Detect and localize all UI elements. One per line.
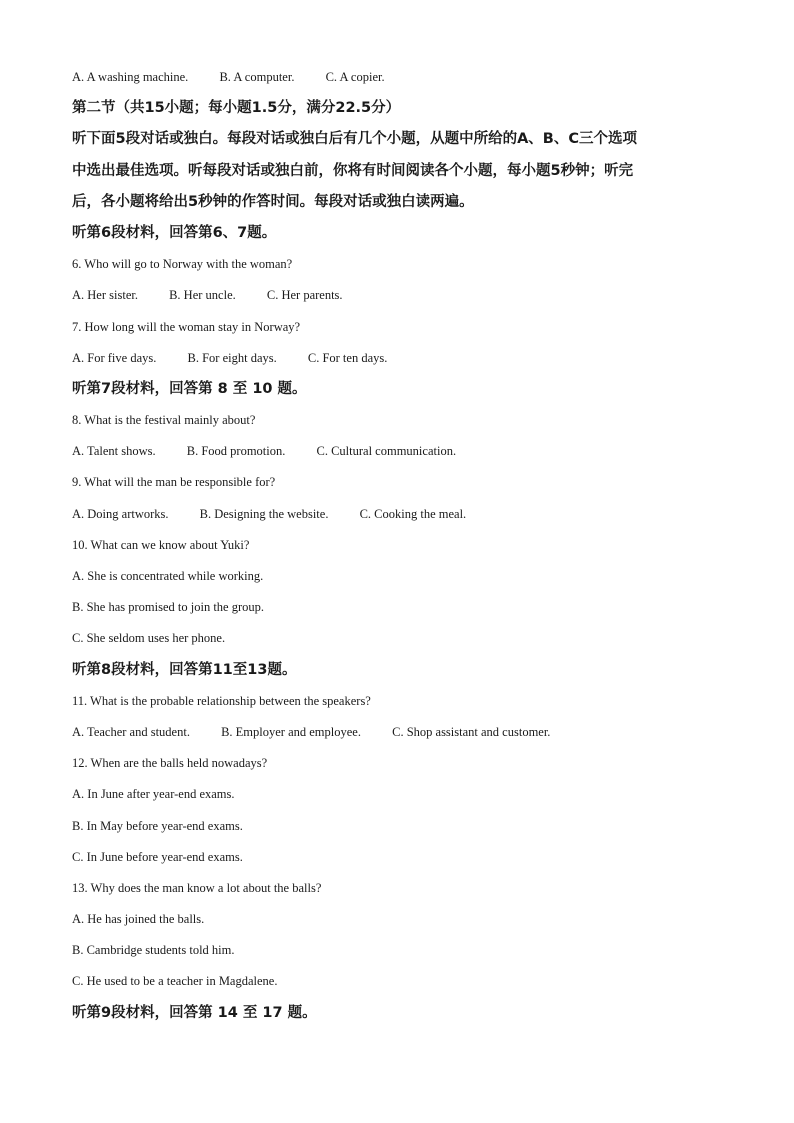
option-c: C. For ten days. (307, 350, 388, 365)
option-a: A. A washing machine. (72, 70, 189, 84)
material-header-7: 听第7段材料，回答第 8 至 10 题。 (72, 380, 307, 397)
option-a: A. For five days. (72, 350, 157, 365)
option-c: C. Her parents. (266, 288, 343, 303)
question-7: 7. How long will the woman stay in Norway? (72, 319, 301, 334)
question-13: 13. Why does the man know a lot about the balls? (72, 880, 322, 895)
option-c: C. A copier. (325, 70, 385, 84)
exam-page (72, 62, 732, 1029)
q6-options-row (72, 280, 732, 311)
section-title: 第二节（共15小题；每小题1.5分，满分22.5分） (72, 100, 401, 117)
option-a: A. Doing artworks. (72, 506, 169, 521)
q7-options-row (72, 343, 732, 374)
question-12: 12. When are the balls held nowadays? (72, 756, 268, 771)
option-b: B. Cambridge students told him. (72, 943, 235, 958)
option-a: A. Teacher and student. (72, 724, 190, 739)
question-6: 6. Who will go to Norway with the woman? (72, 257, 293, 272)
question-9: 9. What will the man be responsible for? (72, 475, 276, 490)
option-c: C. Cultural communication. (316, 444, 457, 459)
option-b: B. Her uncle. (169, 288, 236, 303)
option-c: C. Shop assistant and customer. (392, 724, 551, 739)
q9-options-row (72, 499, 732, 530)
option-b: B. Employer and employee. (221, 724, 361, 739)
option-a: A. He has joined the balls. (72, 912, 205, 927)
option-a: A. Her sister. (72, 288, 138, 303)
option-b: B. Designing the website. (199, 506, 329, 521)
option-b: B. In May before year-end exams. (72, 818, 243, 833)
q5-options-row (72, 62, 732, 93)
option-c: C. She seldom uses her phone. (72, 631, 226, 646)
option-a: A. She is concentrated while working. (72, 569, 264, 583)
question-11: 11. What is the probable relationship between the speakers? (72, 693, 371, 708)
instruction-line-3: 后，各小题将给出5秒钟的作答时间。每段对话或独白读两遍。 (72, 193, 474, 210)
q11-options-row (72, 717, 732, 748)
instruction-line-1: 听下面5段对话或独白。每段对话或独白后有几个小题，从题中所给的A、B、C三个选项 (72, 131, 638, 148)
material-header-9: 听第9段材料，回答第 14 至 17 题。 (72, 1004, 317, 1021)
q8-options-row (72, 436, 732, 467)
material-header-6: 听第6段材料，回答第6、7题。 (72, 224, 277, 241)
material-header-8: 听第8段材料，回答第11至13题。 (72, 661, 297, 678)
question-10: 10. What can we know about Yuki? (72, 537, 250, 552)
option-c: C. In June before year-end exams. (72, 849, 243, 864)
option-a: A. Talent shows. (72, 444, 156, 459)
option-c: C. He used to be a teacher in Magdalene. (72, 974, 278, 989)
option-c: C. Cooking the meal. (359, 506, 467, 521)
option-a: A. In June after year-end exams. (72, 787, 235, 802)
option-b: B. For eight days. (187, 350, 277, 365)
option-b: B. She has promised to join the group. (72, 600, 264, 615)
option-b: B. A computer. (219, 70, 295, 84)
instruction-line-2: 中选出最佳选项。听每段对话或独白前，你将有时间阅读各个小题，每小题5秒钟；听完 (72, 162, 634, 179)
question-8: 8. What is the festival mainly about? (72, 413, 256, 428)
option-b: B. Food promotion. (186, 444, 286, 459)
